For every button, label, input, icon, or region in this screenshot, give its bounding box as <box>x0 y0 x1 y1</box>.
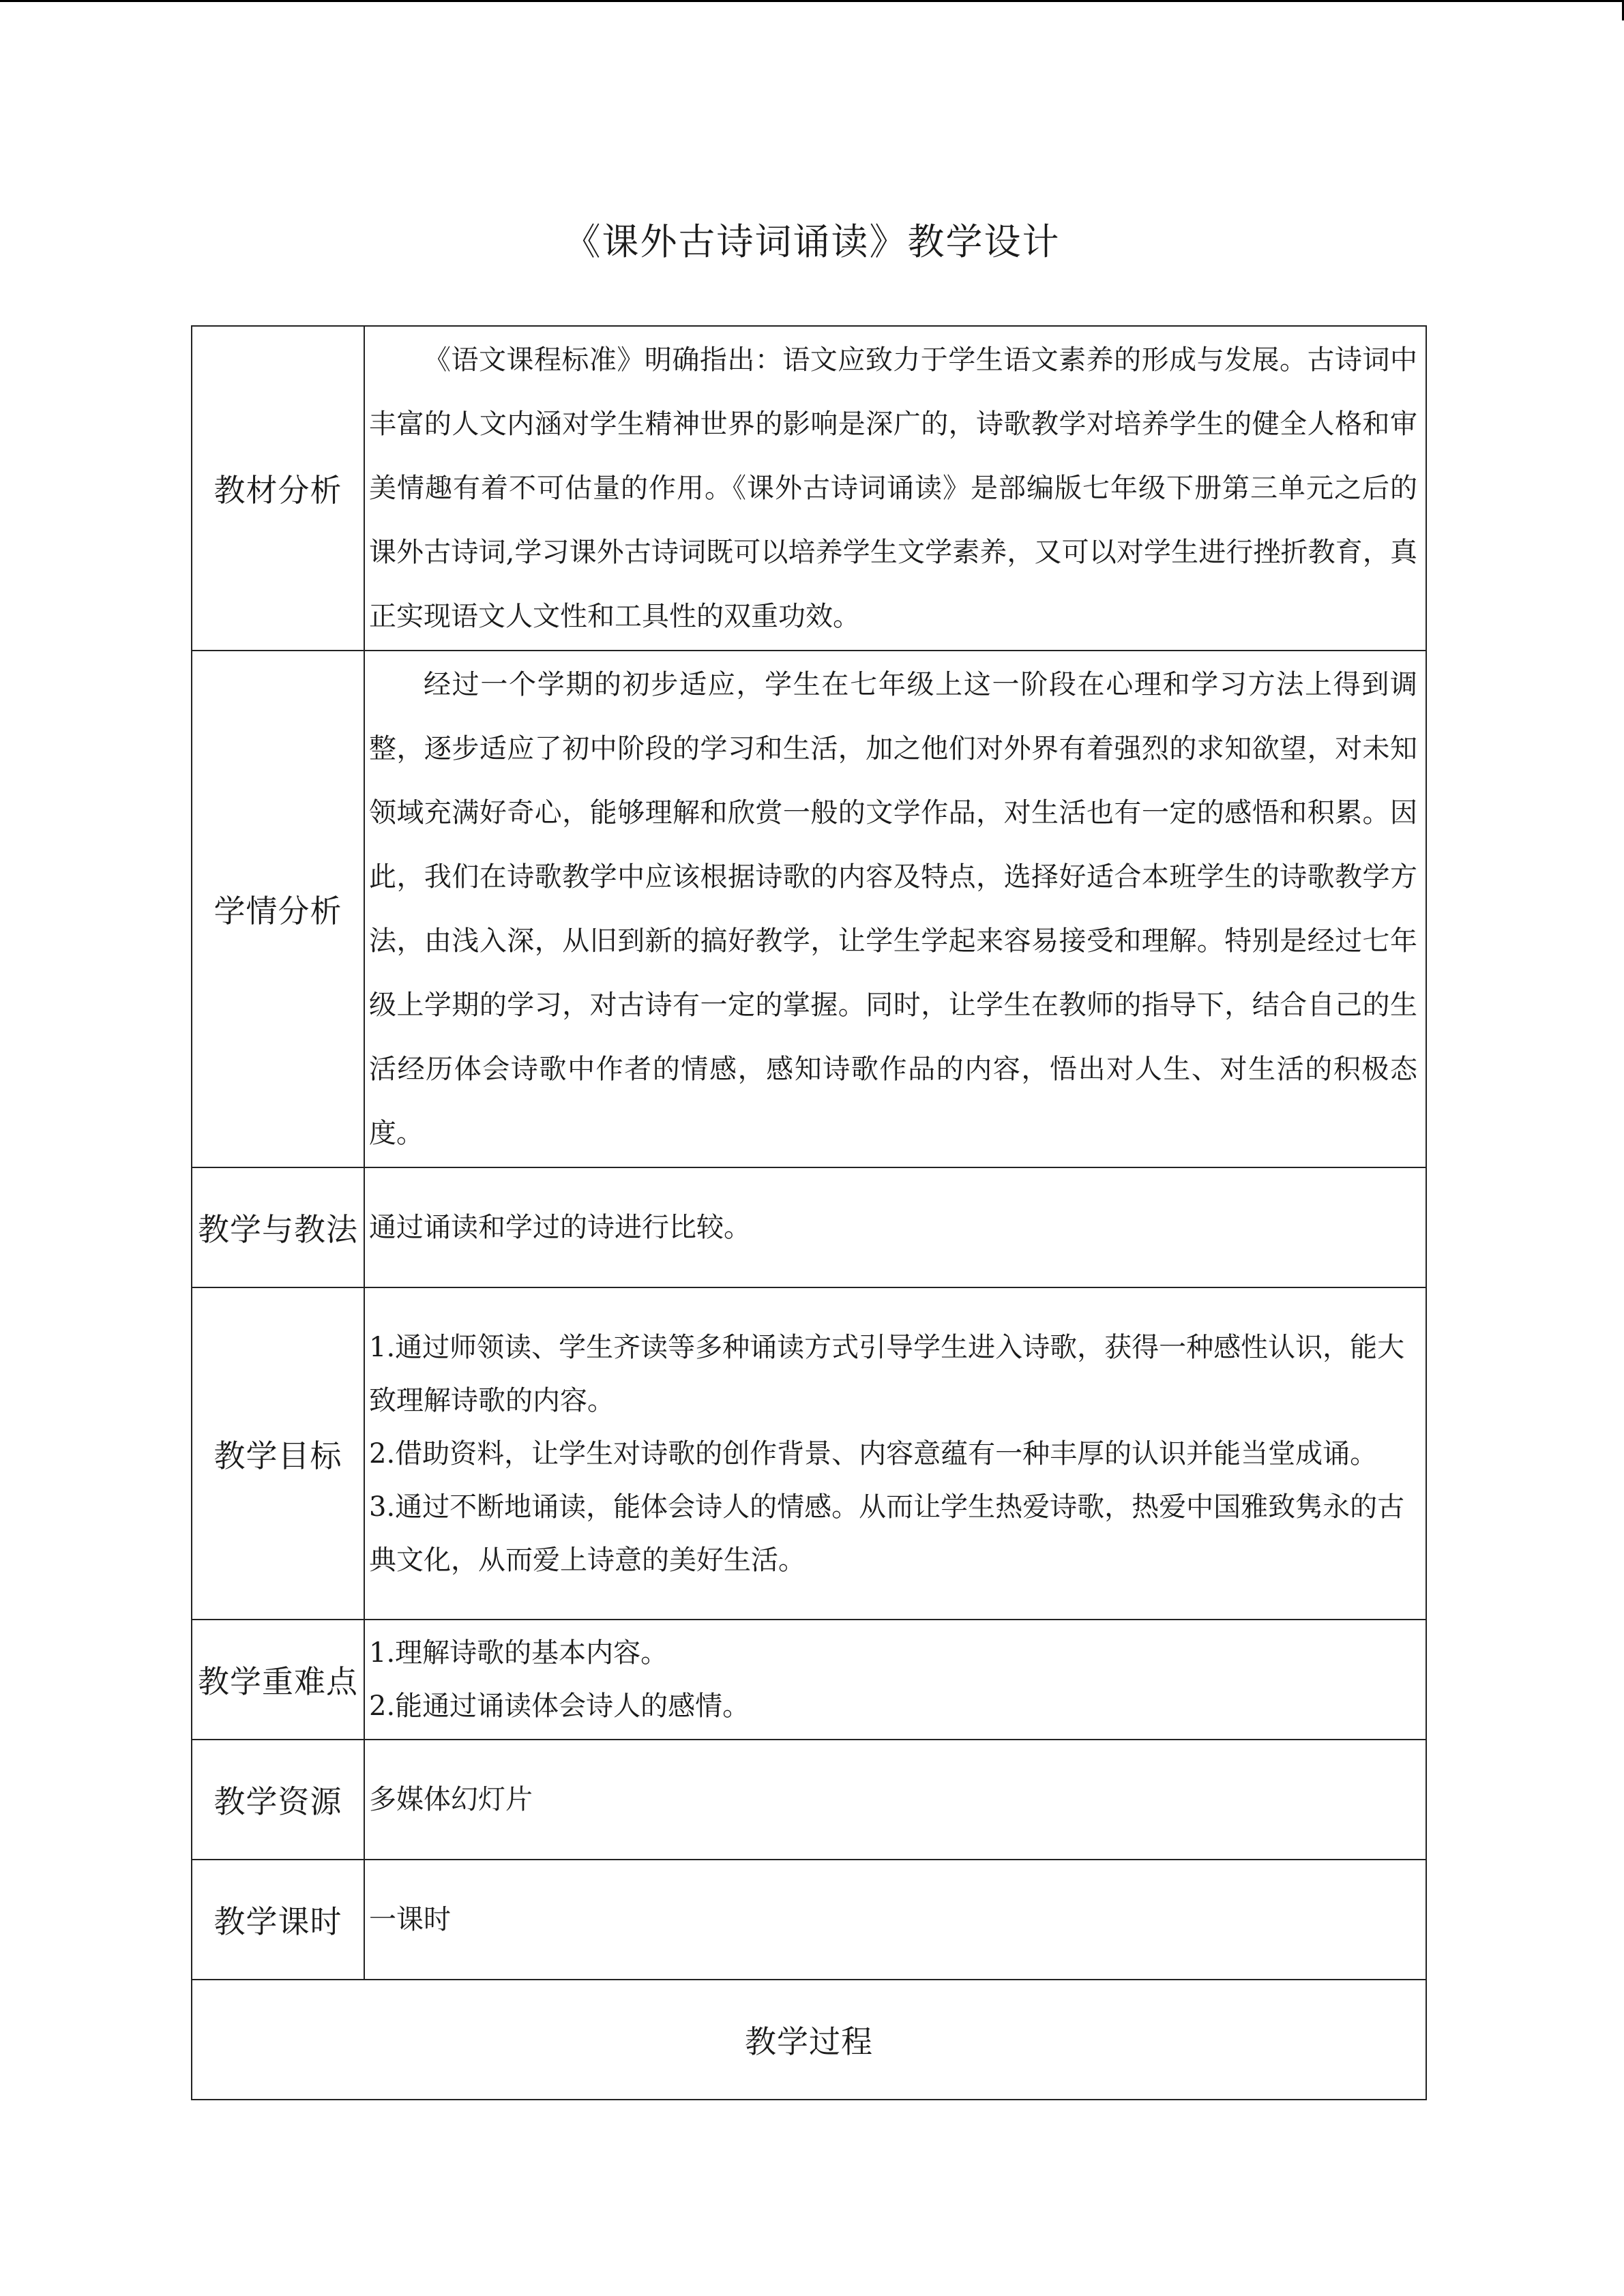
lesson-plan-table <box>191 325 1427 2100</box>
row-material-analysis <box>192 326 1426 651</box>
page-top-border <box>0 0 1624 2</box>
keypoint-item: 1.理解诗歌的基本内容。 <box>369 1637 668 1669</box>
cell-teaching-resources <box>364 1740 1426 1860</box>
label-material-analysis: 教材分析 <box>192 326 364 651</box>
label-teaching-resources: 教学资源 <box>192 1740 364 1860</box>
label-key-points: 教学重难点 <box>192 1620 364 1740</box>
goal-item: 1.通过师领读、学生齐读等多种诵读方式引导学生进入诗歌，获得一种感性认识，能大致理解诗歌的内容。 <box>369 1331 1405 1416</box>
cell-class-hours <box>364 1860 1426 1980</box>
row-student-analysis <box>192 651 1426 1167</box>
label-teaching-method: 教学与教法 <box>192 1167 364 1287</box>
label-teaching-goals: 教学目标 <box>192 1287 364 1620</box>
heading-teaching-process: 教学过程 <box>192 1980 1426 2100</box>
row-teaching-goals <box>192 1287 1426 1620</box>
row-key-points <box>192 1620 1426 1740</box>
label-student-analysis: 学情分析 <box>192 651 364 1167</box>
row-teaching-resources <box>192 1740 1426 1860</box>
goal-item: 2.借助资料，让学生对诗歌的创作背景、内容意蕴有一种丰厚的认识并能当堂成诵。 <box>369 1437 1378 1470</box>
cell-student-analysis <box>364 651 1426 1167</box>
row-teaching-method <box>192 1167 1426 1287</box>
text-class-hours: 一课时 <box>369 1904 451 1935</box>
row-teaching-process <box>192 1980 1426 2100</box>
row-class-hours <box>192 1860 1426 1980</box>
text-material-analysis: 《语文课程标准》明确指出：语文应致力于学生语文素养的形成与发展。古诗词中丰富的人文内涵对学生精神世界的影响是深广的，诗歌教学对培养学生的健全人格和审美情趣有着不可估量的作用。《课外古诗词诵读》是部编版七年级下册第三单元之后的课外古诗词,学习课外古诗词既可以培养学生文学素养，又可以对学生进行挫折教育，真正实现语文人文性和工具性的双重功效。 <box>369 344 1417 632</box>
label-class-hours: 教学课时 <box>192 1860 364 1980</box>
cell-teaching-method <box>364 1167 1426 1287</box>
goal-item: 3.通过不断地诵读，能体会诗人的情感。从而让学生热爱诗歌，热爱中国雅致隽永的古典文化，从而爱上诗意的美好生活。 <box>369 1491 1405 1576</box>
cell-teaching-goals <box>364 1287 1426 1620</box>
text-teaching-resources: 多媒体幻灯片 <box>369 1784 533 1815</box>
text-teaching-method: 通过诵读和学过的诗进行比较。 <box>369 1212 751 1243</box>
text-student-analysis: 经过一个学期的初步适应，学生在七年级上这一阶段在心理和学习方法上得到调整，逐步适应了初中阶段的学习和生活，加之他们对外界有着强烈的求知欲望，对未知领域充满好奇心，能够理解和欣赏一般的文学作品，对生活也有一定的感悟和积累。因此，我们在诗歌教学中应该根据诗歌的内容及特点，选择好适合本班学生的诗歌教学方法，由浅入深，从旧到新的搞好教学，让学生学起来容易接受和理解。特别是经过七年级上学期的学习，对古诗有一定的掌握。同时，让学生在教师的指导下，结合自己的生活经历体会诗歌中作者的情感，感知诗歌作品的内容，悟出对人生、对生活的积极态度。 <box>369 669 1417 1149</box>
keypoint-item: 2.能通过诵读体会诗人的感情。 <box>369 1690 750 1722</box>
document-title: 《课外古诗词诵读》教学设计 <box>563 220 1061 263</box>
cell-key-points <box>364 1620 1426 1740</box>
cell-material-analysis <box>364 326 1426 651</box>
